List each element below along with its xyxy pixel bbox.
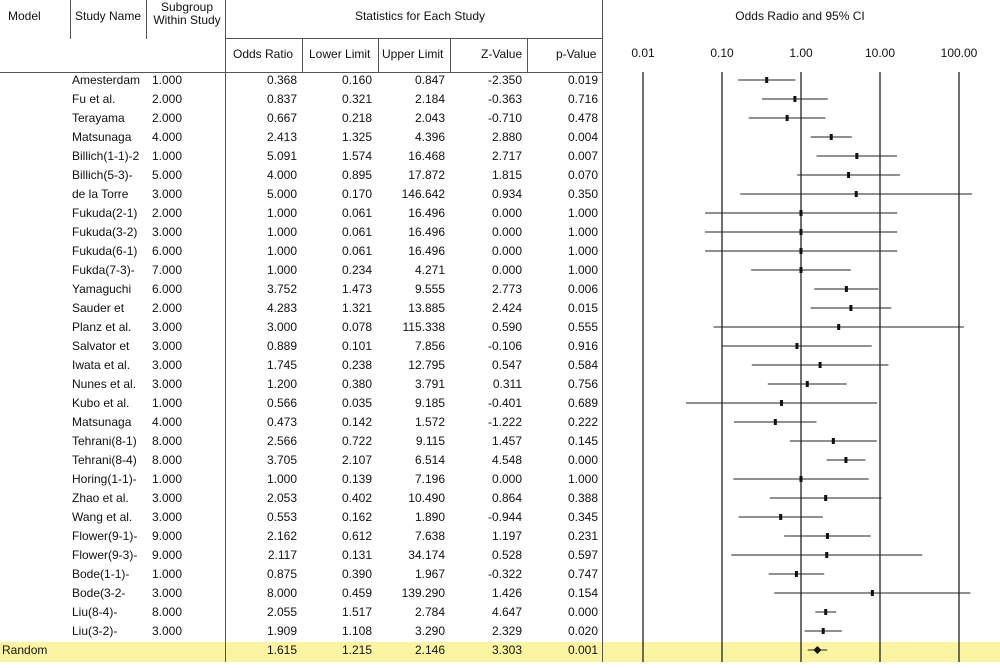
p-value: 0.478 [567, 111, 598, 125]
upper-limit-value: 7.638 [414, 529, 445, 543]
subgroup-value: 3.000 [152, 320, 183, 334]
lower-limit-value: 1.574 [341, 149, 372, 163]
subgroup-value: 3.000 [152, 586, 183, 600]
lower-limit-value: 0.139 [341, 472, 372, 486]
odds-ratio-value: 2.055 [266, 605, 297, 619]
p-value: 0.345 [567, 510, 598, 524]
point-estimate [830, 134, 833, 140]
p-value: 0.231 [567, 529, 598, 543]
upper-limit-value: 146.642 [401, 187, 445, 201]
upper-limit-value: 16.496 [408, 225, 445, 239]
odds-ratio-value: 1.000 [266, 472, 297, 486]
p-value: 0.388 [567, 491, 598, 505]
summary-model-label: Random [2, 643, 48, 657]
z-value: 4.647 [491, 605, 522, 619]
point-estimate [800, 229, 803, 235]
study-name: Fu et al. [72, 92, 116, 106]
z-value: 0.000 [491, 472, 522, 486]
point-estimate [800, 267, 803, 273]
p-value: 0.006 [567, 282, 598, 296]
p-value: 0.000 [567, 605, 598, 619]
upper-limit-value: 6.514 [414, 453, 445, 467]
lower-limit-value: 0.061 [341, 206, 372, 220]
lower-limit-value: 0.061 [341, 225, 372, 239]
odds-ratio-value: 0.667 [266, 111, 297, 125]
point-estimate [800, 248, 803, 254]
subgroup-value: 4.000 [152, 130, 183, 144]
upper-limit-value: 139.290 [401, 586, 445, 600]
point-estimate [793, 96, 796, 102]
x-tick-label: 10.00 [864, 46, 896, 60]
study-name: Bode(1-1)- [72, 567, 130, 581]
summary-diamond [813, 646, 821, 654]
study-name: Amesterdam [72, 73, 141, 87]
upper-limit-value: 4.271 [414, 263, 445, 277]
subgroup-value: 4.000 [152, 415, 183, 429]
odds-ratio-value: 8.000 [266, 586, 297, 600]
study-name: Flower(9-1)- [72, 529, 138, 543]
z-value: -0.106 [487, 339, 522, 353]
summary-odds-ratio-value: 1.615 [266, 643, 297, 657]
header-upper-limit: Upper Limit [382, 47, 444, 61]
p-value: 0.584 [567, 358, 598, 372]
subgroup-value: 2.000 [152, 111, 183, 125]
lower-limit-value: 0.234 [341, 263, 372, 277]
subgroup-value: 6.000 [152, 282, 183, 296]
subgroup-value: 1.000 [152, 73, 183, 87]
point-estimate [847, 172, 850, 178]
z-value: 2.329 [491, 624, 522, 638]
odds-ratio-value: 5.000 [266, 187, 297, 201]
z-value: 0.528 [491, 548, 522, 562]
study-name: Bode(3-2- [72, 586, 126, 600]
header-odds-ratio: Odds Ratio [233, 47, 294, 61]
point-estimate [825, 552, 828, 558]
point-estimate [765, 77, 768, 83]
subgroup-value: 1.000 [152, 472, 183, 486]
study-name: Tehrani(8-1) [72, 434, 137, 448]
z-value: 0.000 [491, 244, 522, 258]
point-estimate [871, 590, 874, 596]
subgroup-value: 9.000 [152, 548, 183, 562]
subgroup-value: 3.000 [152, 491, 183, 505]
subgroup-value: 3.000 [152, 339, 183, 353]
z-value: 1.457 [491, 434, 522, 448]
study-name: Matsunaga [72, 415, 132, 429]
p-value: 0.070 [567, 168, 598, 182]
study-name: Kubo et al. [72, 396, 130, 410]
header-study-name: Study Name [75, 9, 142, 23]
upper-limit-value: 16.468 [408, 149, 445, 163]
point-estimate [855, 153, 858, 159]
point-estimate [795, 343, 798, 349]
subgroup-value: 3.000 [152, 187, 183, 201]
lower-limit-value: 1.325 [341, 130, 372, 144]
lower-limit-value: 0.142 [341, 415, 372, 429]
p-value: 0.007 [567, 149, 598, 163]
study-name: Wang et al. [72, 510, 133, 524]
lower-limit-value: 0.061 [341, 244, 372, 258]
z-value: 0.934 [491, 187, 522, 201]
z-value: 0.000 [491, 206, 522, 220]
odds-ratio-value: 4.283 [266, 301, 297, 315]
z-value: 0.311 [492, 377, 522, 391]
z-value: 0.000 [491, 225, 522, 239]
upper-limit-value: 12.795 [408, 358, 445, 372]
point-estimate [855, 191, 858, 197]
p-value: 0.020 [567, 624, 598, 638]
study-name: Matsunaga [72, 130, 132, 144]
study-name: Terayama [72, 111, 125, 125]
p-value: 0.004 [567, 130, 598, 144]
header-lower-limit: Lower Limit [309, 47, 371, 61]
odds-ratio-value: 0.473 [266, 415, 297, 429]
subgroup-value: 3.000 [152, 624, 183, 638]
odds-ratio-value: 1.000 [266, 225, 297, 239]
lower-limit-value: 0.390 [341, 567, 372, 581]
summary-upper-limit-value: 2.146 [414, 643, 445, 657]
p-value: 1.000 [567, 225, 598, 239]
upper-limit-value: 4.396 [414, 130, 445, 144]
lower-limit-value: 0.402 [341, 491, 372, 505]
point-estimate [779, 514, 782, 520]
lower-limit-value: 0.238 [341, 358, 372, 372]
p-value: 0.756 [567, 377, 598, 391]
odds-ratio-value: 0.368 [266, 73, 297, 87]
lower-limit-value: 1.473 [341, 282, 372, 296]
p-value: 0.154 [567, 586, 598, 600]
upper-limit-value: 7.856 [414, 339, 445, 353]
upper-limit-value: 16.496 [408, 244, 445, 258]
p-value: 0.716 [567, 92, 598, 106]
point-estimate [824, 495, 827, 501]
x-tick-label: 0.10 [710, 46, 734, 60]
lower-limit-value: 0.321 [341, 92, 372, 106]
z-value: 2.424 [491, 301, 522, 315]
odds-ratio-value: 2.117 [267, 548, 297, 562]
z-value: -0.363 [487, 92, 522, 106]
lower-limit-value: 0.722 [341, 434, 372, 448]
p-value: 0.019 [567, 73, 598, 87]
lower-limit-value: 0.218 [341, 111, 372, 125]
z-value: 1.197 [491, 529, 522, 543]
subgroup-value: 1.000 [152, 396, 183, 410]
point-estimate [849, 305, 852, 311]
odds-ratio-value: 0.553 [266, 510, 297, 524]
header-subgroup-line2: Within Study [153, 13, 221, 27]
odds-ratio-value: 0.566 [266, 396, 297, 410]
lower-limit-value: 0.170 [341, 187, 372, 201]
p-value: 0.689 [567, 396, 598, 410]
upper-limit-value: 115.338 [402, 320, 445, 334]
lower-limit-value: 0.101 [341, 339, 372, 353]
z-value: -0.401 [487, 396, 522, 410]
odds-ratio-value: 0.889 [266, 339, 297, 353]
odds-ratio-value: 3.752 [266, 282, 297, 296]
subgroup-value: 8.000 [152, 434, 183, 448]
header-model: Model [8, 9, 41, 23]
upper-limit-value: 9.185 [414, 396, 445, 410]
x-tick-label: 100.00 [940, 46, 978, 60]
odds-ratio-value: 3.705 [266, 453, 297, 467]
point-estimate [822, 628, 825, 634]
subgroup-value: 2.000 [152, 206, 183, 220]
p-value: 0.555 [567, 320, 598, 334]
lower-limit-value: 0.078 [341, 320, 372, 334]
odds-ratio-value: 1.000 [266, 263, 297, 277]
odds-ratio-value: 1.000 [266, 244, 297, 258]
header-stats-title: Statistics for Each Study [354, 9, 486, 23]
upper-limit-value: 9.555 [414, 282, 445, 296]
upper-limit-value: 9.115 [415, 434, 445, 448]
z-value: 2.773 [491, 282, 522, 296]
study-name: Salvator et [72, 339, 130, 353]
lower-limit-value: 0.612 [341, 529, 372, 543]
header-subgroup-line1: Subgroup [160, 0, 214, 14]
subgroup-value: 6.000 [152, 244, 183, 258]
x-tick-label: 0.01 [631, 46, 655, 60]
study-name: Fukuda(2-1) [72, 206, 138, 220]
subgroup-value: 1.000 [152, 149, 183, 163]
subgroup-value: 2.000 [152, 92, 183, 106]
odds-ratio-value: 1.909 [266, 624, 297, 638]
point-estimate [806, 381, 809, 387]
point-estimate [774, 419, 777, 425]
p-value: 0.916 [567, 339, 598, 353]
study-name: Iwata et al. [72, 358, 131, 372]
subgroup-value: 8.000 [152, 453, 183, 467]
z-value: 4.548 [491, 453, 522, 467]
subgroup-value: 1.000 [152, 567, 183, 581]
study-name: Billich(5-3)- [72, 168, 133, 182]
z-value: -1.222 [487, 415, 522, 429]
upper-limit-value: 1.572 [414, 415, 445, 429]
odds-ratio-value: 0.837 [266, 92, 297, 106]
upper-limit-value: 34.174 [408, 548, 445, 562]
z-value: -0.322 [487, 567, 522, 581]
lower-limit-value: 0.131 [341, 548, 372, 562]
odds-ratio-value: 1.000 [266, 206, 297, 220]
p-value: 1.000 [567, 206, 598, 220]
summary-lower-limit-value: 1.215 [341, 643, 372, 657]
subgroup-value: 2.000 [152, 301, 183, 315]
study-name: Fukuda(6-1) [72, 244, 138, 258]
p-value: 0.597 [567, 548, 598, 562]
odds-ratio-value: 2.162 [266, 529, 297, 543]
point-estimate [844, 457, 847, 463]
subgroup-value: 5.000 [152, 168, 183, 182]
study-name: Fukuda(3-2) [72, 225, 138, 239]
lower-limit-value: 1.108 [341, 624, 372, 638]
point-estimate [786, 115, 789, 121]
upper-limit-value: 1.967 [414, 567, 445, 581]
odds-ratio-value: 4.000 [266, 168, 297, 182]
lower-limit-value: 0.035 [341, 396, 372, 410]
lower-limit-value: 2.107 [341, 453, 372, 467]
odds-ratio-value: 2.566 [266, 434, 297, 448]
z-value: 1.426 [491, 586, 522, 600]
upper-limit-value: 16.496 [408, 206, 445, 220]
lower-limit-value: 0.380 [341, 377, 372, 391]
lower-limit-value: 0.895 [341, 168, 372, 182]
point-estimate [832, 438, 835, 444]
study-name: Nunes et al. [72, 377, 137, 391]
odds-ratio-value: 3.000 [266, 320, 297, 334]
study-name: Fukda(7-3)- [72, 263, 135, 277]
z-value: 2.717 [491, 149, 522, 163]
study-name: de la Torre [72, 187, 129, 201]
lower-limit-value: 0.459 [341, 586, 372, 600]
odds-ratio-value: 1.200 [266, 377, 297, 391]
z-value: 0.864 [491, 491, 522, 505]
p-value: 0.350 [567, 187, 598, 201]
subgroup-value: 3.000 [152, 510, 183, 524]
point-estimate [780, 400, 783, 406]
study-name: Tehrani(8-4) [72, 453, 137, 467]
subgroup-value: 3.000 [152, 358, 183, 372]
subgroup-value: 7.000 [152, 263, 183, 277]
upper-limit-value: 3.290 [414, 624, 445, 638]
odds-ratio-value: 5.091 [266, 149, 297, 163]
p-value: 1.000 [567, 244, 598, 258]
study-name: Liu(3-2)- [72, 624, 118, 638]
lower-limit-value: 0.160 [341, 73, 372, 87]
plot-title: Odds Radio and 95% CI [735, 9, 865, 23]
header-p-value: p-Value [556, 47, 597, 61]
subgroup-value: 8.000 [152, 605, 183, 619]
x-tick-label: 1.00 [789, 46, 813, 60]
z-value: 0.590 [491, 320, 522, 334]
point-estimate [819, 362, 822, 368]
odds-ratio-value: 0.875 [266, 567, 297, 581]
upper-limit-value: 2.184 [414, 92, 445, 106]
upper-limit-value: 7.196 [414, 472, 445, 486]
study-name: Flower(9-3)- [72, 548, 138, 562]
lower-limit-value: 0.162 [341, 510, 372, 524]
upper-limit-value: 1.890 [414, 510, 445, 524]
p-value: 0.222 [567, 415, 598, 429]
z-value: 1.815 [491, 168, 522, 182]
summary-p-value: 0.001 [567, 643, 598, 657]
upper-limit-value: 13.885 [408, 301, 445, 315]
p-value: 0.000 [567, 453, 598, 467]
study-name: Planz et al. [72, 320, 132, 334]
p-value: 0.747 [567, 567, 598, 581]
z-value: -0.944 [487, 510, 522, 524]
point-estimate [800, 476, 803, 482]
upper-limit-value: 2.784 [414, 605, 445, 619]
z-value: -0.710 [487, 111, 522, 125]
subgroup-value: 3.000 [152, 225, 183, 239]
point-estimate [826, 533, 829, 539]
p-value: 0.015 [567, 301, 598, 315]
z-value: 0.547 [491, 358, 522, 372]
upper-limit-value: 0.847 [414, 73, 445, 87]
lower-limit-value: 1.517 [341, 605, 372, 619]
point-estimate [824, 609, 827, 615]
upper-limit-value: 3.791 [414, 377, 445, 391]
z-value: 0.000 [491, 263, 522, 277]
odds-ratio-value: 2.053 [266, 491, 297, 505]
p-value: 0.145 [567, 434, 598, 448]
odds-ratio-value: 1.745 [266, 358, 297, 372]
upper-limit-value: 17.872 [408, 168, 445, 182]
z-value: -2.350 [487, 73, 522, 87]
odds-ratio-value: 2.413 [266, 130, 297, 144]
upper-limit-value: 2.043 [414, 111, 445, 125]
study-name: Liu(8-4)- [72, 605, 118, 619]
point-estimate [845, 286, 848, 292]
study-name: Zhao et al. [72, 491, 129, 505]
header-z-value: Z-Value [481, 47, 523, 61]
point-estimate [795, 571, 798, 577]
point-estimate [837, 324, 840, 330]
p-value: 1.000 [567, 472, 598, 486]
subgroup-value: 3.000 [152, 377, 183, 391]
study-name: Billich(1-1)-2 [72, 149, 140, 163]
lower-limit-value: 1.321 [341, 301, 372, 315]
study-name: Horing(1-1)- [72, 472, 137, 486]
point-estimate [800, 210, 803, 216]
upper-limit-value: 10.490 [408, 491, 445, 505]
p-value: 1.000 [567, 263, 598, 277]
z-value: 2.880 [491, 130, 522, 144]
study-name: Yamaguchi [72, 282, 132, 296]
subgroup-value: 9.000 [152, 529, 183, 543]
study-name: Sauder et [72, 301, 125, 315]
summary-z-value: 3.303 [491, 643, 522, 657]
